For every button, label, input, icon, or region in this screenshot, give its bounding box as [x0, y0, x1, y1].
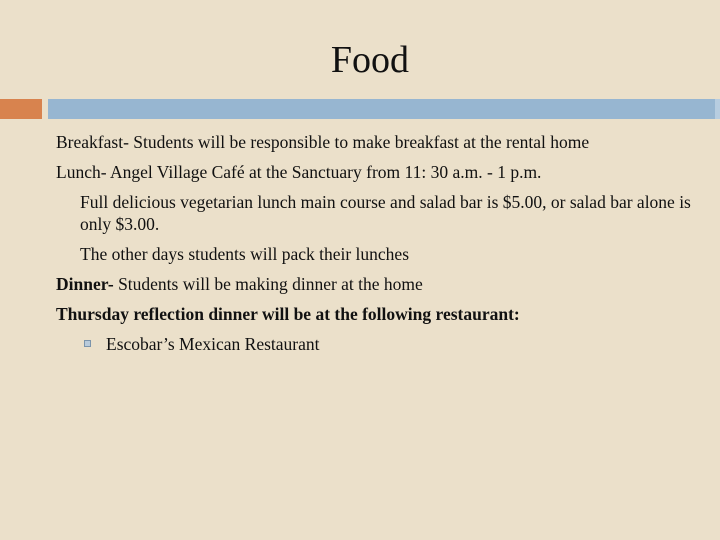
slide-title: Food: [330, 39, 410, 81]
thursday-line: Thursday reflection dinner will be at the following restaurant:: [56, 304, 520, 324]
breakfast-label: Breakfast: [56, 132, 124, 152]
lunch-detail-1: Full delicious vegetarian lunch main course and salad bar is $5.00, or salad bar alone is only $3.00.: [80, 192, 691, 234]
square-bullet-icon: [84, 340, 91, 347]
breakfast-line: [56, 131, 696, 153]
lunch-detail-2: The other days students will pack their lunches: [80, 244, 410, 264]
dinner-label: Dinner-: [56, 274, 114, 294]
lunch-label: Lunch: [56, 162, 101, 182]
breakfast-text: - Students will be responsible to make breakfast at the rental home: [123, 132, 590, 152]
slide-body: [56, 131, 696, 363]
accent-bar-blue: [48, 99, 720, 119]
dinner-line: [56, 273, 696, 295]
accent-bar-edge: [715, 99, 720, 119]
dinner-text: Students will be making dinner at the home: [113, 274, 423, 294]
accent-bar-orange: [0, 99, 42, 119]
lunch-text: - Angel Village Café at the Sanctuary from 11: 30 a.m. - 1 p.m.: [100, 162, 542, 182]
restaurant-name: Escobar’s Mexican Restaurant: [106, 334, 320, 354]
lunch-line: [56, 161, 696, 183]
restaurant-list-item: [56, 333, 696, 355]
